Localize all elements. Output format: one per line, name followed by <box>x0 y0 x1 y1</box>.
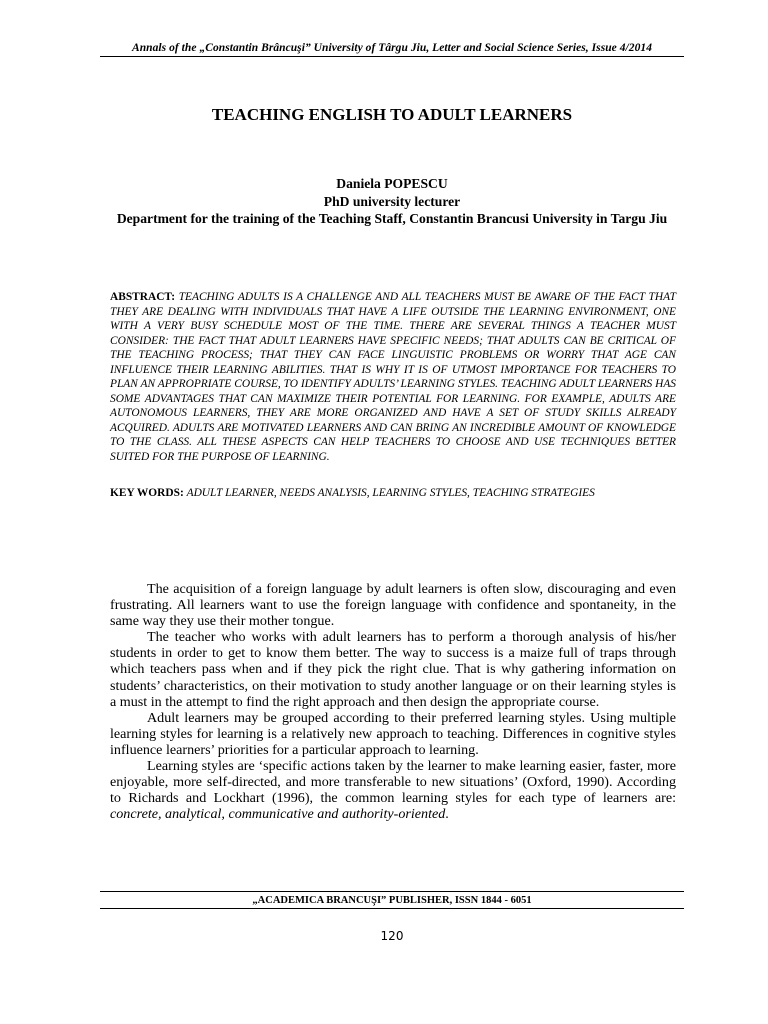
abstract <box>110 290 676 464</box>
abstract-label: ABSTRACT <box>110 291 172 303</box>
running-header: Annals of the „Constantin Brâncuşi” University of Târgu Jiu, Letter and Social Science Series, Issue 4/2014 <box>131 42 653 54</box>
body-paragraph: Adult learners may be grouped according to their preferred learning styles. Using multiple learning styles for learning is a relatively new approach to teaching. Differences in cognitive styles influence learners’ priorities for a particular approach to learning. <box>110 709 676 758</box>
keywords <box>110 486 676 501</box>
author-position: PhD university lecturer <box>323 193 461 209</box>
author-name: Daniela POPESCU <box>336 176 448 191</box>
abstract-text: TEACHING ADULTS IS A CHALLENGE AND ALL TEACHERS MUST BE AWARE OF THE FACT THAT THEY ARE DEALING WITH INDIVIDUALS THAT HAVE A LIFE OUTSIDE THE LEARNING ENVIRONMENT, ONE WITH A VERY BUSY SCHEDULE MOST OF THE TIME. THERE ARE SEVERAL THINGS A TEACHER MUST CONSIDER: THE FACT THAT ADULT LEARNERS HAVE SPECIFIC NEEDS; THAT ADULTS CAN BE CRITICAL OF THE TEACHING PROCESS; THAT THEY CAN FACE LINGUISTIC PROBLEMS OR WORRY THAT AGE CAN INFLUENCE THEIR LEARNING ABILITIES. THAT IS WHY IT IS OF UTMOST IMPORTANCE FOR TEACHERS TO PLAN AN APPROPRIATE COURSE, TO IDENTIFY ADULTS’ LEARNING STYLES. TEACHING ADULT LEARNERS HAS SOME ADVANTAGES THAT CAN MAXIMIZE THEIR POTENTIAL FOR LEARNING. FOR EXAMPLE, ADULTS ARE AUTONOMOUS LEARNERS, THEY ARE MORE ORGANIZED AND HAVE A SET OF STUDY SKILLS ALREADY ACQUIRED. ADULTS ARE MOTIVATED LEARNERS AND CAN BRING AN INCREDIBLE AMOUNT OF KNOWLEDGE TO THE CLASS. ALL THESE ASPECTS CAN HELP TEACHERS TO CHOOSE AND USE TECHNIQUES BETTER SUITED FOR THE PURPOSE OF LEARNING. <box>110 291 676 463</box>
body-paragraph: The acquisition of a foreign language by adult learners is often slow, discouraging and even frustrating. All learners want to use the foreign language with confidence and spontaneity, in the same way they use their mother tongue. <box>110 581 676 630</box>
body-paragraph <box>110 758 676 822</box>
author-affiliation: Department for the training of the Teaching Staff, Constantin Brancusi University in Targu Jiu <box>116 211 668 226</box>
body-paragraph-text: Learning styles are ‘specific actions taken by the learner to make learning easier, faster, more enjoyable, more self-directed, and more transferable to new situations’ (Oxford, 1990). According to Richards and Lockhart (1996), the common learning styles for each type of learners are: <box>110 758 676 807</box>
footer-rule <box>100 891 684 892</box>
publisher-footer: „ACADEMICA BRANCUŞI” PUBLISHER, ISSN 1844 - 6051 <box>252 895 532 906</box>
keywords-text: ADULT LEARNER, NEEDS ANALYSIS, LEARNING STYLES, TEACHING STRATEGIES <box>186 487 595 499</box>
keywords-colon: : <box>179 487 187 499</box>
header-rule <box>100 56 684 57</box>
footer-bottom-rule <box>100 908 684 909</box>
learning-styles-emphasis: concrete, analytical, communicative and authority-oriented <box>110 806 446 823</box>
paper-title: TEACHING ENGLISH TO ADULT LEARNERS <box>211 105 573 124</box>
body-paragraph: The teacher who works with adult learners has to perform a thorough analysis of his/her students in order to get to know them better. The way to success is a maize full of traps through which teachers pass when and if they pick the right clue. That is why gathering information on students’ characteristics, on their motivation to study another language or on their learning styles is a must in the attempt to find the right approach and then design the appropriate course. <box>110 629 676 710</box>
page-number: 120 <box>380 929 404 943</box>
body-text <box>110 581 676 822</box>
keywords-label: KEY WORDS <box>110 487 180 499</box>
abstract-colon: : <box>171 291 179 303</box>
author-block <box>90 175 694 228</box>
body-paragraph-end: . <box>445 806 449 823</box>
